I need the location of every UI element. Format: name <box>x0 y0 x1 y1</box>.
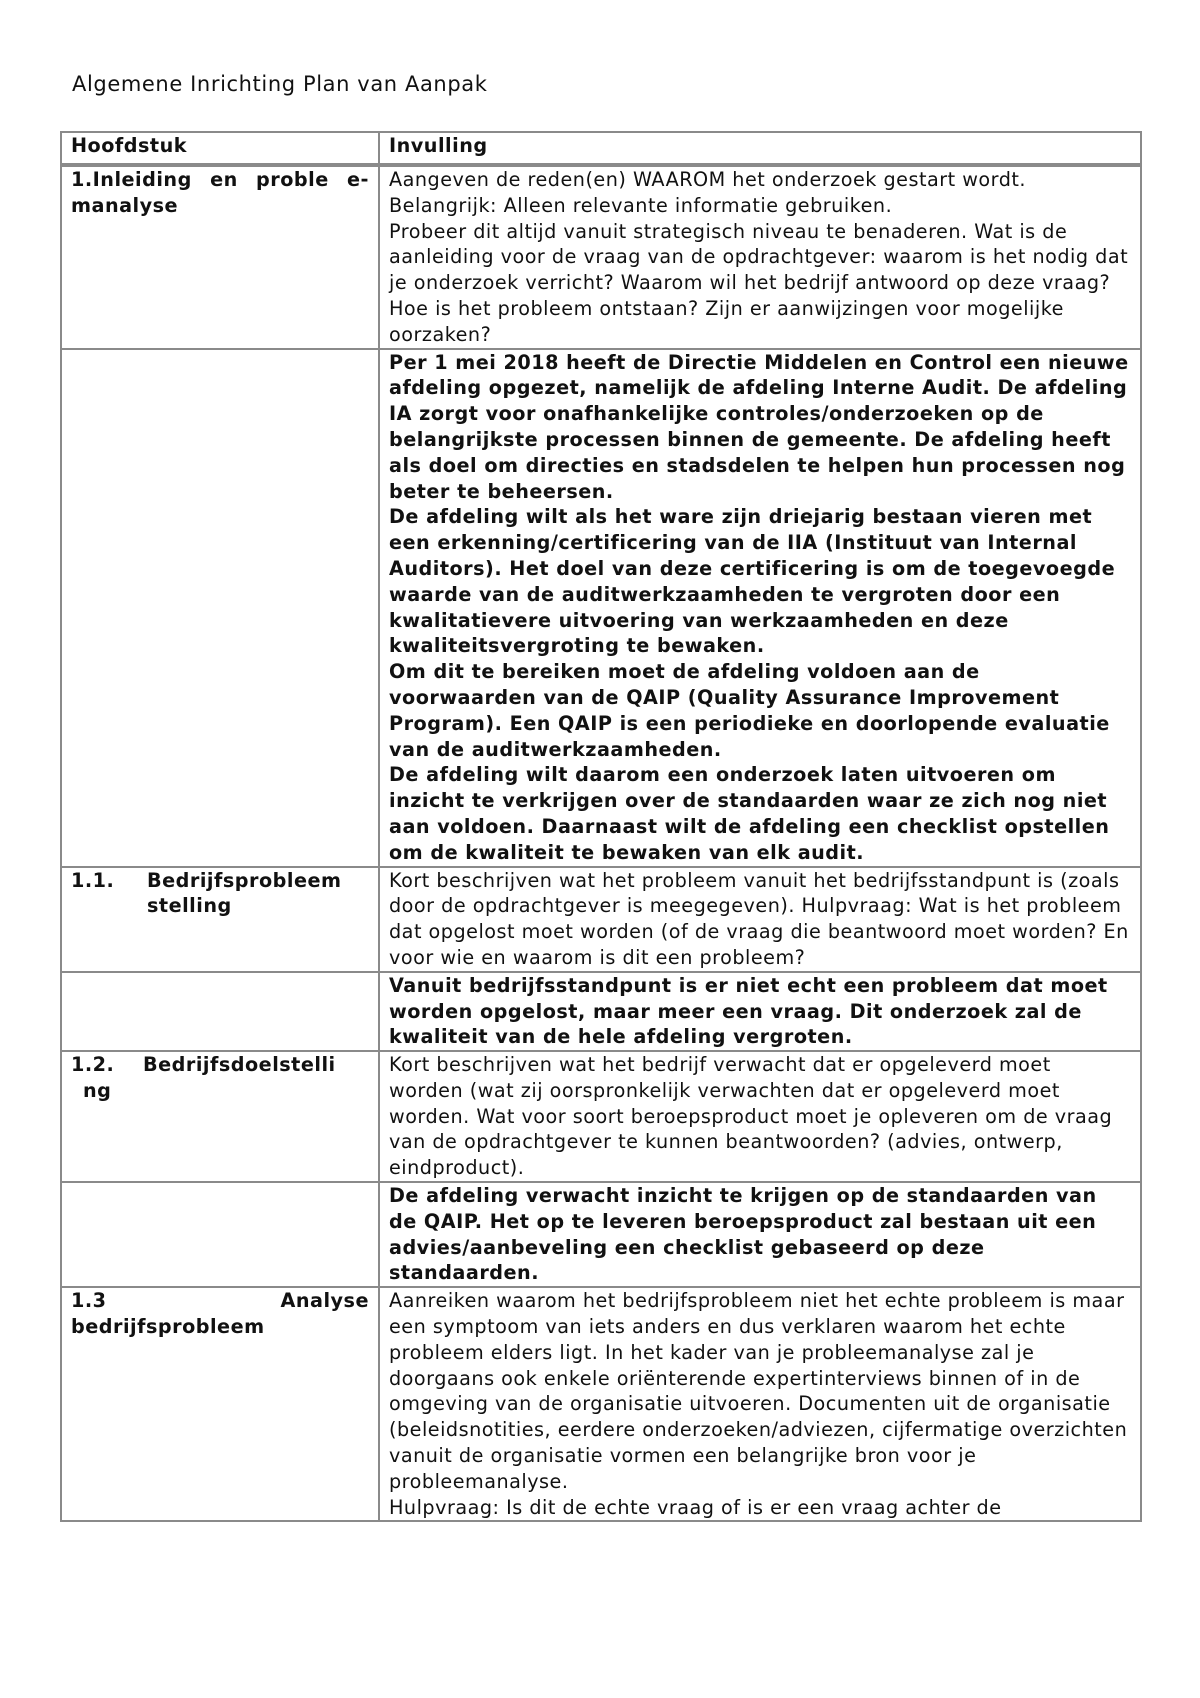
chapter-cell-analyse <box>61 1287 379 1521</box>
chapter-label: Bedrijfsprobleem <box>147 868 342 892</box>
chapter-label: Bedrijfsdoelstelli <box>143 1053 336 1077</box>
table-row <box>61 349 1141 867</box>
table-row <box>61 165 1141 349</box>
chapter-label-cont: bedrijfsprobleem <box>71 1315 265 1339</box>
chapter-number: 1.2. <box>71 1053 115 1077</box>
chapter-cell-bedrijfsdoelstelling <box>61 1051 379 1182</box>
chapter-number: 1.3 <box>71 1289 107 1313</box>
answer-paragraph: De afdeling verwacht inzicht te krijgen op de standaarden van de QAIP. Het op te leveren beroepsproduct zal bestaan uit een advies/aanbeveling een checklist gebaseerd op deze standaarden. <box>389 1184 1097 1285</box>
chapter-cell-bedrijfsprobleemstelling <box>61 867 379 972</box>
table-row <box>61 972 1141 1051</box>
chapter-label-cont: manalyse <box>71 193 179 217</box>
header-invulling: Invulling <box>379 132 1141 165</box>
content-cell <box>379 1287 1141 1521</box>
answer-paragraph: Om dit te bereiken moet de afdeling voldoen aan de voorwaarden van de QAIP (Quality Assurance Improvement Program). Een QAIP is een periodieke en doorlopende evaluatie van de auditwerkzaamheden. <box>389 660 1110 761</box>
chapter-number: 1.1. <box>71 868 115 892</box>
empty-chapter-cell <box>61 349 379 867</box>
content-line: Aangeven de reden(en) WAAROM het onderzoek gestart wordt. <box>389 168 1027 191</box>
header-hoofdstuk: Hoofdstuk <box>61 132 379 165</box>
content-line: Probeer dit altijd vanuit strategisch niveau te benaderen. Wat is de aanleiding voor de vraag van de opdrachtgever: waarom is het nodig dat je onderzoek verricht? Waarom wil het bedrijf antwoord op deze vraag? Hoe is het probleem ontstaan? Zijn er aanwijzingen voor mogelijke oorzaken? <box>389 219 1129 346</box>
table-row <box>61 1051 1141 1182</box>
chapter-number: 1. <box>71 168 93 191</box>
chapter-label-cont: ng <box>83 1078 112 1102</box>
document-title: Algemene Inrichting Plan van Aanpak <box>72 72 488 96</box>
content-cell-answer <box>379 1182 1141 1287</box>
content-cell <box>379 165 1141 349</box>
content-line: Aanreiken waarom het bedrijfsprobleem niet het echte probleem is maar een symptoom van iets anders en dus verklaren waarom het echte probleem elders ligt. In het kader van je probleemanalyse zal je doorgaans ook enkele oriënterende expertinterviews binnen of in de omgeving van de organisatie uitvoeren. Documenten uit de organisatie (beleidsnotities, eerdere onderzoeken/adviezen, cijfermatige overzichten vanuit de organisatie vormen een belangrijke bron voor je probleemanalyse. <box>389 1289 1128 1493</box>
content-cell-answer <box>379 972 1141 1051</box>
empty-chapter-cell <box>61 972 379 1051</box>
chapter-label: Inleiding en proble e- <box>92 168 369 191</box>
content-line: Belangrijk: Alleen relevante informatie gebruiken. <box>389 193 893 217</box>
content-cell <box>379 1051 1141 1182</box>
chapter-cell-inleiding <box>61 165 379 349</box>
content-cell-answer <box>379 349 1141 867</box>
chapter-label: Analyse <box>280 1289 369 1313</box>
content-cell <box>379 867 1141 972</box>
content-line: Kort beschrijven wat het bedrijf verwacht dat er opgeleverd moet worden (wat zij oorspronkelijk verwachten dat er opgeleverd moet worden. Wat voor soort beroepsproduct moet je opleveren om de vraag van de opdrachtgever te kunnen beantwoorden? (advies, ontwerp, eindproduct). <box>389 1053 1113 1180</box>
answer-paragraph: Vanuit bedrijfsstandpunt is er niet echt een probleem dat moet worden opgelost, maar meer een vraag. Dit onderzoek zal de kwaliteit van de hele afdeling vergroten. <box>389 973 1108 1049</box>
answer-paragraph: De afdeling wilt daarom een onderzoek laten uitvoeren om inzicht te verkrijgen over de standaarden waar ze zich nog niet aan voldoen. Daarnaast wilt de afdeling een checklist opstellen om de kwaliteit te bewaken van elk audit. <box>389 763 1110 864</box>
empty-chapter-cell <box>61 1182 379 1287</box>
table-row <box>61 1287 1141 1521</box>
table-row <box>61 867 1141 972</box>
table-header-row <box>61 132 1141 165</box>
answer-paragraph: Per 1 mei 2018 heeft de Directie Middelen en Control een nieuwe afdeling opgezet, namelijk de afdeling Interne Audit. De afdeling IA zorgt voor onafhankelijke controles/onderzoeken op de belangrijkste processen binnen de gemeente. De afdeling heeft als doel om directies en stadsdelen te helpen hun processen nog beter te beheersen. <box>389 350 1129 503</box>
content-line: Hulpvraag: Is dit de echte vraag of is er een vraag achter de <box>389 1495 1002 1519</box>
chapter-label-cont: stelling <box>147 894 232 918</box>
table-row <box>61 1182 1141 1287</box>
content-line: Kort beschrijven wat het probleem vanuit het bedrijfsstandpunt is (zoals door de opdrachtgever is meegegeven). Hulpvraag: Wat is het probleem dat opgelost moet worden (of de vraag die beantwoord moet worden? En voor wie en waarom is dit een probleem? <box>389 868 1129 969</box>
plan-table <box>60 131 1142 1522</box>
answer-paragraph: De afdeling wilt als het ware zijn driejarig bestaan vieren met een erkenning/certificering van de IIA (Instituut van Internal Auditors). Het doel van deze certificering is om de toegevoegde waarde van de auditwerkzaamheden te vergroten door een kwalitatievere uitvoering van werkzaamheden en deze kwaliteitsvergroting te bewaken. <box>389 505 1116 658</box>
